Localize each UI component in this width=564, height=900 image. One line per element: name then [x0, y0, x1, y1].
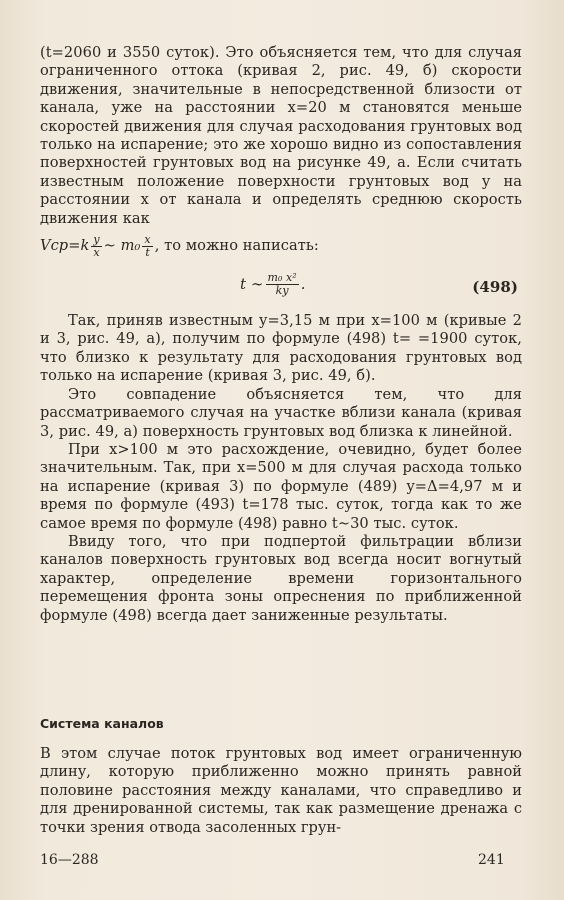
velocity-fraction-1-den: x [93, 245, 100, 259]
velocity-fraction-1 [91, 234, 101, 259]
velocity-fraction-2-den: t [145, 245, 150, 259]
formula-denominator: ky [275, 284, 289, 298]
velocity-fraction-2-num: x [144, 232, 151, 246]
section-paragraph: В этом случае поток грунтовых вод имеет ограниченную длину, которую приближенно можно принять равной половине расстояния между каналами, что справедливо и для дренированной системы, так как размещение дренажа с точки зрения отвода засоленных грун- [40, 745, 522, 836]
formula-fraction [266, 272, 299, 297]
equation-number: (498) [472, 278, 518, 297]
velocity-lhs: Vср=k [40, 236, 90, 254]
paragraph-4: При x>100 м это расхождение, очевидно, будет более значительным. Так, при x=500 м для случая расхода только на испарение (кривая 3) по формуле (489) y=Δ=4,97 м и время по формуле (493) t=178 тыс. суток, тогда как то же самое время по формуле (498) равно t∼30 тыс. суток. [40, 440, 522, 532]
printer-signature: 16—288 [40, 852, 99, 868]
velocity-fraction-1-num: y [93, 232, 100, 246]
velocity-tail: , то можно написать: [154, 236, 319, 254]
velocity-fraction-2 [142, 234, 152, 259]
formula-dot: . [300, 275, 306, 294]
paragraph-2: Так, приняв известным y=3,15 м при x=100 м (кривые 2 и 3, рис. 49, а), получим по формуле (498) t= =1900 суток, что близко к результату для расходования грунтовых вод только на испарение (кривая 3, рис. 49, б). [40, 312, 522, 385]
paragraph-5: Ввиду того, что при подпертой фильтрации вблизи каналов поверхность грунтовых вод всегда носит вогнутый характер, определение времени горизонтального перемещения фронта зоны опреснения по приближенной формуле (498) всегда дает заниженные результаты. [40, 532, 522, 624]
page-number: 241 [478, 852, 505, 868]
formula-lhs: t ∼ [240, 275, 264, 294]
formula-numerator: m₀ x² [267, 271, 297, 285]
formula-body [240, 272, 306, 297]
body-text-block [40, 44, 522, 625]
section-text-block [40, 745, 522, 837]
paragraph-1: (t=2060 и 3550 суток). Это объясняется тем, что для случая ограниченного оттока (кривая 2, рис. 49, б) скорости движения, значительные в непосредственной близости от канала, уже на расстоянии x=20 м становятся меньше скоростей движения для случая расходования грунтовых вод только на испарение; это же хорошо видно из сопоставления поверхностей грунтовых вод на рисунке 49, а. Если считать известным положение поверхности грунтовых вод y на расстоянии x от канала и определять среднюю скорость движения как [40, 44, 522, 227]
velocity-mid: ∼ m₀ [103, 236, 141, 254]
velocity-expression [40, 228, 522, 264]
paragraph-3: Это совпадение объясняется тем, что для рассматриваемого случая на участке вблизи канала (кривая 3, рис. 49, а) поверхность грунтовых вод близка к линейной. [40, 385, 522, 440]
formula-498 [40, 266, 522, 308]
section-heading: Система каналов [40, 716, 164, 731]
